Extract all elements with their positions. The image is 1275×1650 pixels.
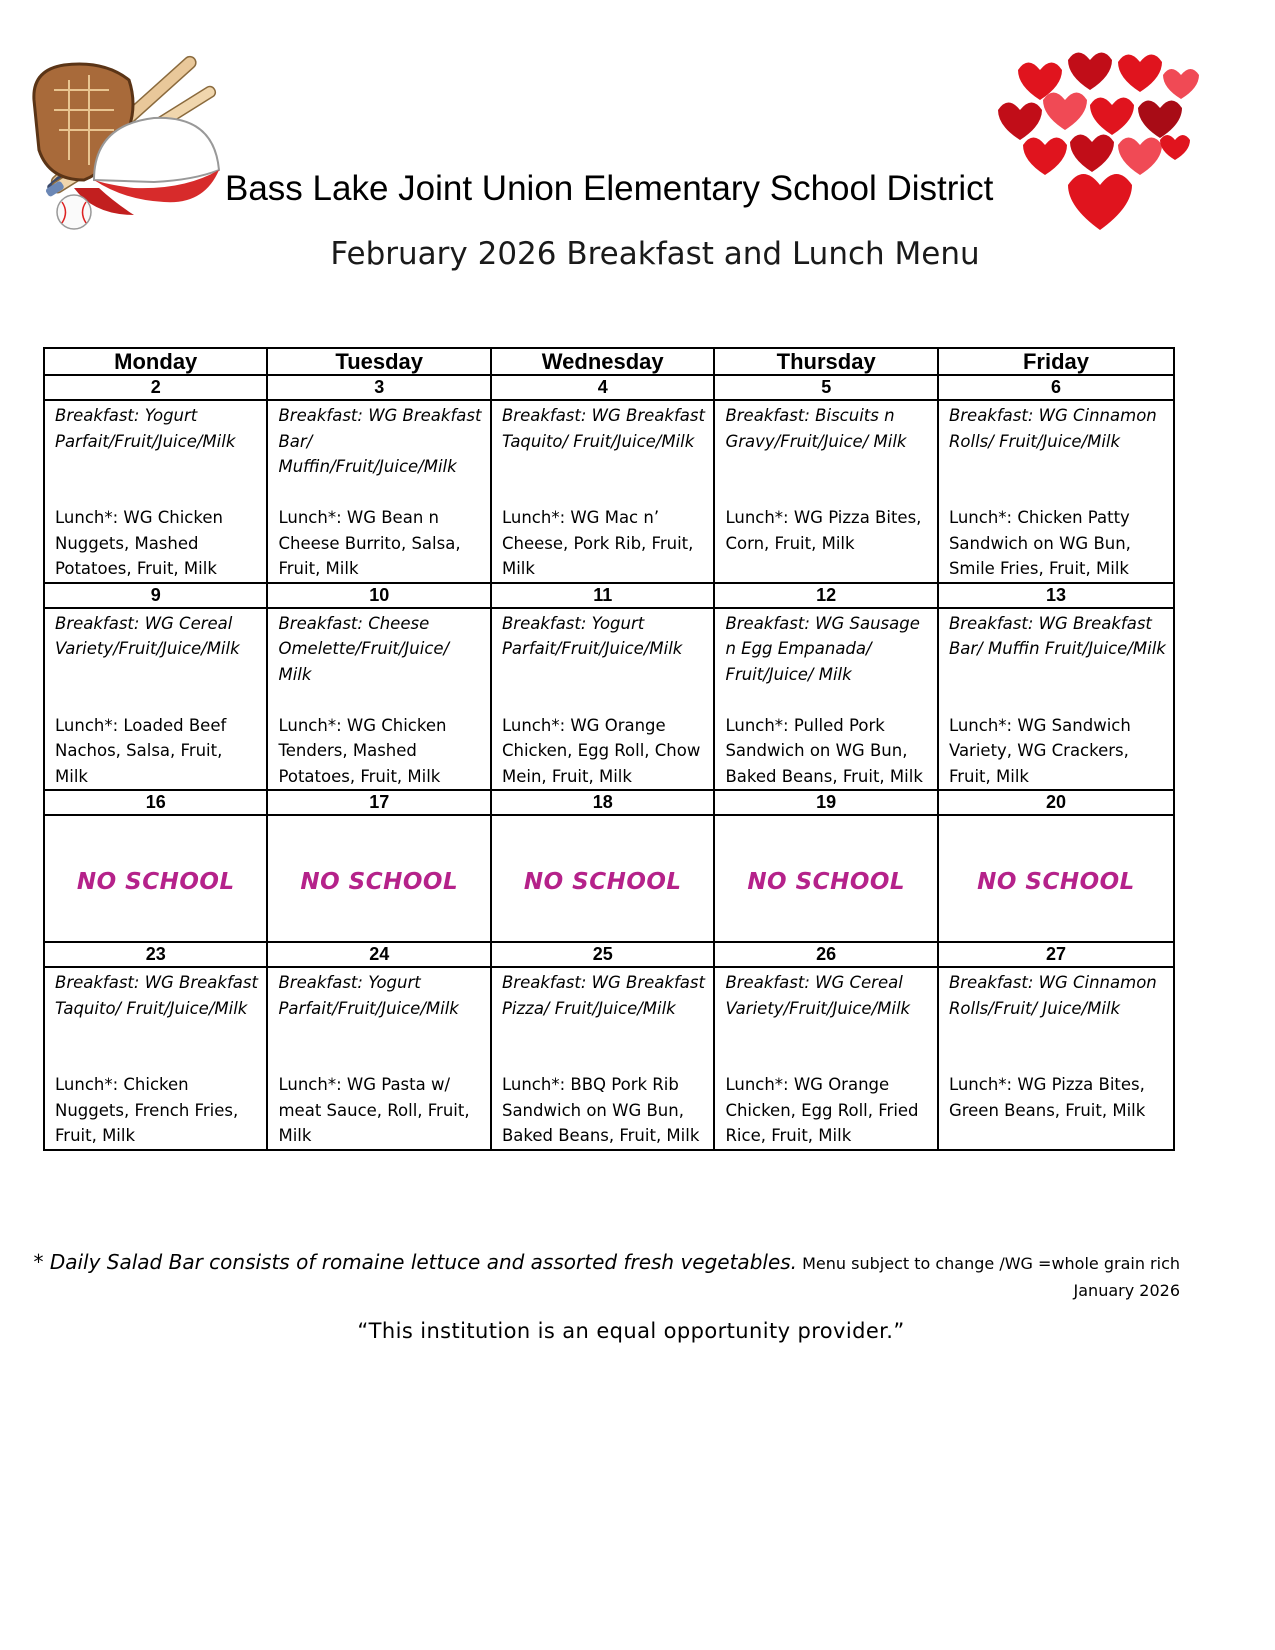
- no-school-cell: [491, 815, 714, 942]
- menu-cell: [491, 967, 714, 1150]
- date-cell: 5: [714, 375, 937, 400]
- lunch-item: Lunch*: WG Sandwich Variety, WG Crackers, Fruit, Milk: [948, 715, 1131, 786]
- menu-cell: [44, 967, 267, 1150]
- breakfast-item: Breakfast: Yogurt Parfait/Fruit/Juice/Milk: [501, 613, 683, 658]
- lunch-item: Lunch*: WG Pasta w/ meat Sauce, Roll, Fruit, Milk: [278, 1075, 470, 1145]
- breakfast-item: Breakfast: WG Cereal Variety/Fruit/Juice/Milk: [725, 973, 911, 1018]
- breakfast-item: Breakfast: Biscuits n Gravy/Fruit/Juice/ Milk: [725, 406, 907, 451]
- no-school-row: [44, 815, 1174, 942]
- no-school-label: NO SCHOOL: [523, 868, 682, 895]
- menu-disclaimer: Menu subject to change /WG =whole grain rich: [802, 1254, 1180, 1273]
- lunch-item: Lunch*: Pulled Pork Sandwich on WG Bun, Baked Beans, Fruit, Milk: [725, 715, 923, 786]
- revision-date: January 2026: [1073, 1281, 1180, 1300]
- breakfast-item: Breakfast: WG Breakfast Taquito/ Fruit/Juice/Milk: [501, 406, 705, 451]
- date-cell: 6: [938, 375, 1174, 400]
- menu-cell: [714, 967, 937, 1150]
- date-row: [44, 790, 1174, 815]
- menu-cell: [491, 608, 714, 791]
- breakfast-item: Breakfast: Cheese Omelette/Fruit/Juice/ Milk: [278, 613, 450, 684]
- lunch-item: Lunch*: WG Orange Chicken, Egg Roll, Fried Rice, Fruit, Milk: [725, 1075, 919, 1145]
- menu-cell: [267, 608, 490, 791]
- date-cell: 2: [44, 375, 267, 400]
- menu-cell: [938, 400, 1174, 583]
- baseball-glove-bat-cap-icon: [14, 30, 236, 230]
- date-cell: 3: [267, 375, 490, 400]
- footnote: [0, 1248, 1180, 1278]
- date-row: [44, 942, 1174, 967]
- no-school-label: NO SCHOOL: [747, 868, 906, 895]
- day-header: Wednesday: [491, 348, 714, 375]
- salad-bar-note: * Daily Salad Bar consists of romaine lettuce and assorted fresh vegetables.: [33, 1250, 798, 1274]
- date-cell: 13: [938, 583, 1174, 608]
- date-cell: 9: [44, 583, 267, 608]
- date-cell: 25: [491, 942, 714, 967]
- lunch-item: Lunch*: Chicken Nuggets, French Fries, Fruit, Milk: [55, 1075, 239, 1145]
- date-cell: 20: [938, 790, 1174, 815]
- menu-cell: [938, 608, 1174, 791]
- no-school-cell: [267, 815, 490, 942]
- lunch-item: Lunch*: BBQ Pork Rib Sandwich on WG Bun, Baked Beans, Fruit, Milk: [501, 1075, 700, 1145]
- date-cell: 16: [44, 790, 267, 815]
- menu-cell: [714, 608, 937, 791]
- menu-cell: [491, 400, 714, 583]
- lunch-item: Lunch*: WG Chicken Nuggets, Mashed Potatoes, Fruit, Milk: [55, 508, 223, 578]
- date-cell: 27: [938, 942, 1174, 967]
- breakfast-item: Breakfast: Yogurt Parfait/Fruit/Juice/Milk: [278, 973, 459, 1018]
- breakfast-item: Breakfast: WG Cinnamon Rolls/Fruit/ Juice/Milk: [948, 973, 1157, 1018]
- date-cell: 23: [44, 942, 267, 967]
- no-school-label: NO SCHOOL: [300, 868, 459, 895]
- no-school-cell: [44, 815, 267, 942]
- breakfast-item: Breakfast: WG Breakfast Bar/ Muffin/Fruit/Juice/Milk: [278, 406, 482, 476]
- date-cell: 24: [267, 942, 490, 967]
- menu-cell: [714, 400, 937, 583]
- breakfast-item: Breakfast: WG Breakfast Bar/ Muffin Fruit/Juice/Milk: [948, 613, 1166, 658]
- no-school-cell: [714, 815, 937, 942]
- menu-calendar: [43, 347, 1175, 1151]
- menu-cell: [938, 967, 1174, 1150]
- day-header: Friday: [938, 348, 1174, 375]
- lunch-item: Lunch*: WG Chicken Tenders, Mashed Potatoes, Fruit, Milk: [278, 715, 447, 786]
- day-header: Tuesday: [267, 348, 490, 375]
- breakfast-item: Breakfast: WG Breakfast Pizza/ Fruit/Juice/Milk: [501, 973, 705, 1018]
- date-cell: 4: [491, 375, 714, 400]
- lunch-item: Lunch*: Loaded Beef Nachos, Salsa, Fruit, Milk: [55, 715, 227, 786]
- date-cell: 26: [714, 942, 937, 967]
- no-school-label: NO SCHOOL: [977, 868, 1135, 895]
- menu-cell: [267, 967, 490, 1150]
- lunch-item: Lunch*: WG Pizza Bites, Green Beans, Fruit, Milk: [948, 1075, 1146, 1120]
- menu-row: [44, 967, 1174, 1150]
- breakfast-item: Breakfast: WG Sausage n Egg Empanada/ Fruit/Juice/ Milk: [725, 613, 920, 684]
- date-cell: 19: [714, 790, 937, 815]
- lunch-item: Lunch*: WG Orange Chicken, Egg Roll, Chow Mein, Fruit, Milk: [501, 715, 701, 786]
- date-cell: 18: [491, 790, 714, 815]
- weekday-header-row: [44, 348, 1174, 375]
- equal-opportunity-statement: “This institution is an equal opportunity provider.”: [357, 1319, 905, 1343]
- lunch-item: Lunch*: WG Bean n Cheese Burrito, Salsa, Fruit, Milk: [278, 508, 461, 578]
- date-cell: 10: [267, 583, 490, 608]
- date-row: [44, 375, 1174, 400]
- breakfast-item: Breakfast: WG Cereal Variety/Fruit/Juice/Milk: [55, 613, 240, 658]
- menu-title: February 2026 Breakfast and Lunch Menu: [330, 236, 980, 272]
- breakfast-item: Breakfast: WG Cinnamon Rolls/ Fruit/Juice/Milk: [948, 406, 1157, 451]
- menu-cell: [44, 400, 267, 583]
- date-cell: 11: [491, 583, 714, 608]
- district-title: Bass Lake Joint Union Elementary School District: [225, 169, 994, 208]
- menu-cell: [267, 400, 490, 583]
- breakfast-item: Breakfast: Yogurt Parfait/Fruit/Juice/Milk: [55, 406, 236, 451]
- no-school-cell: [938, 815, 1174, 942]
- menu-cell: [44, 608, 267, 791]
- date-cell: 12: [714, 583, 937, 608]
- no-school-label: NO SCHOOL: [76, 868, 235, 895]
- day-header: Thursday: [714, 348, 937, 375]
- date-row: [44, 583, 1174, 608]
- lunch-item: Lunch*: WG Pizza Bites, Corn, Fruit, Milk: [725, 508, 922, 553]
- menu-row: [44, 400, 1174, 583]
- breakfast-item: Breakfast: WG Breakfast Taquito/ Fruit/Juice/Milk: [55, 973, 258, 1018]
- day-header: Monday: [44, 348, 267, 375]
- lunch-item: Lunch*: WG Mac n’ Cheese, Pork Rib, Fruit, Milk: [501, 508, 694, 578]
- menu-row: [44, 608, 1174, 791]
- lunch-item: Lunch*: Chicken Patty Sandwich on WG Bun, Smile Fries, Fruit, Milk: [948, 508, 1131, 578]
- date-cell: 17: [267, 790, 490, 815]
